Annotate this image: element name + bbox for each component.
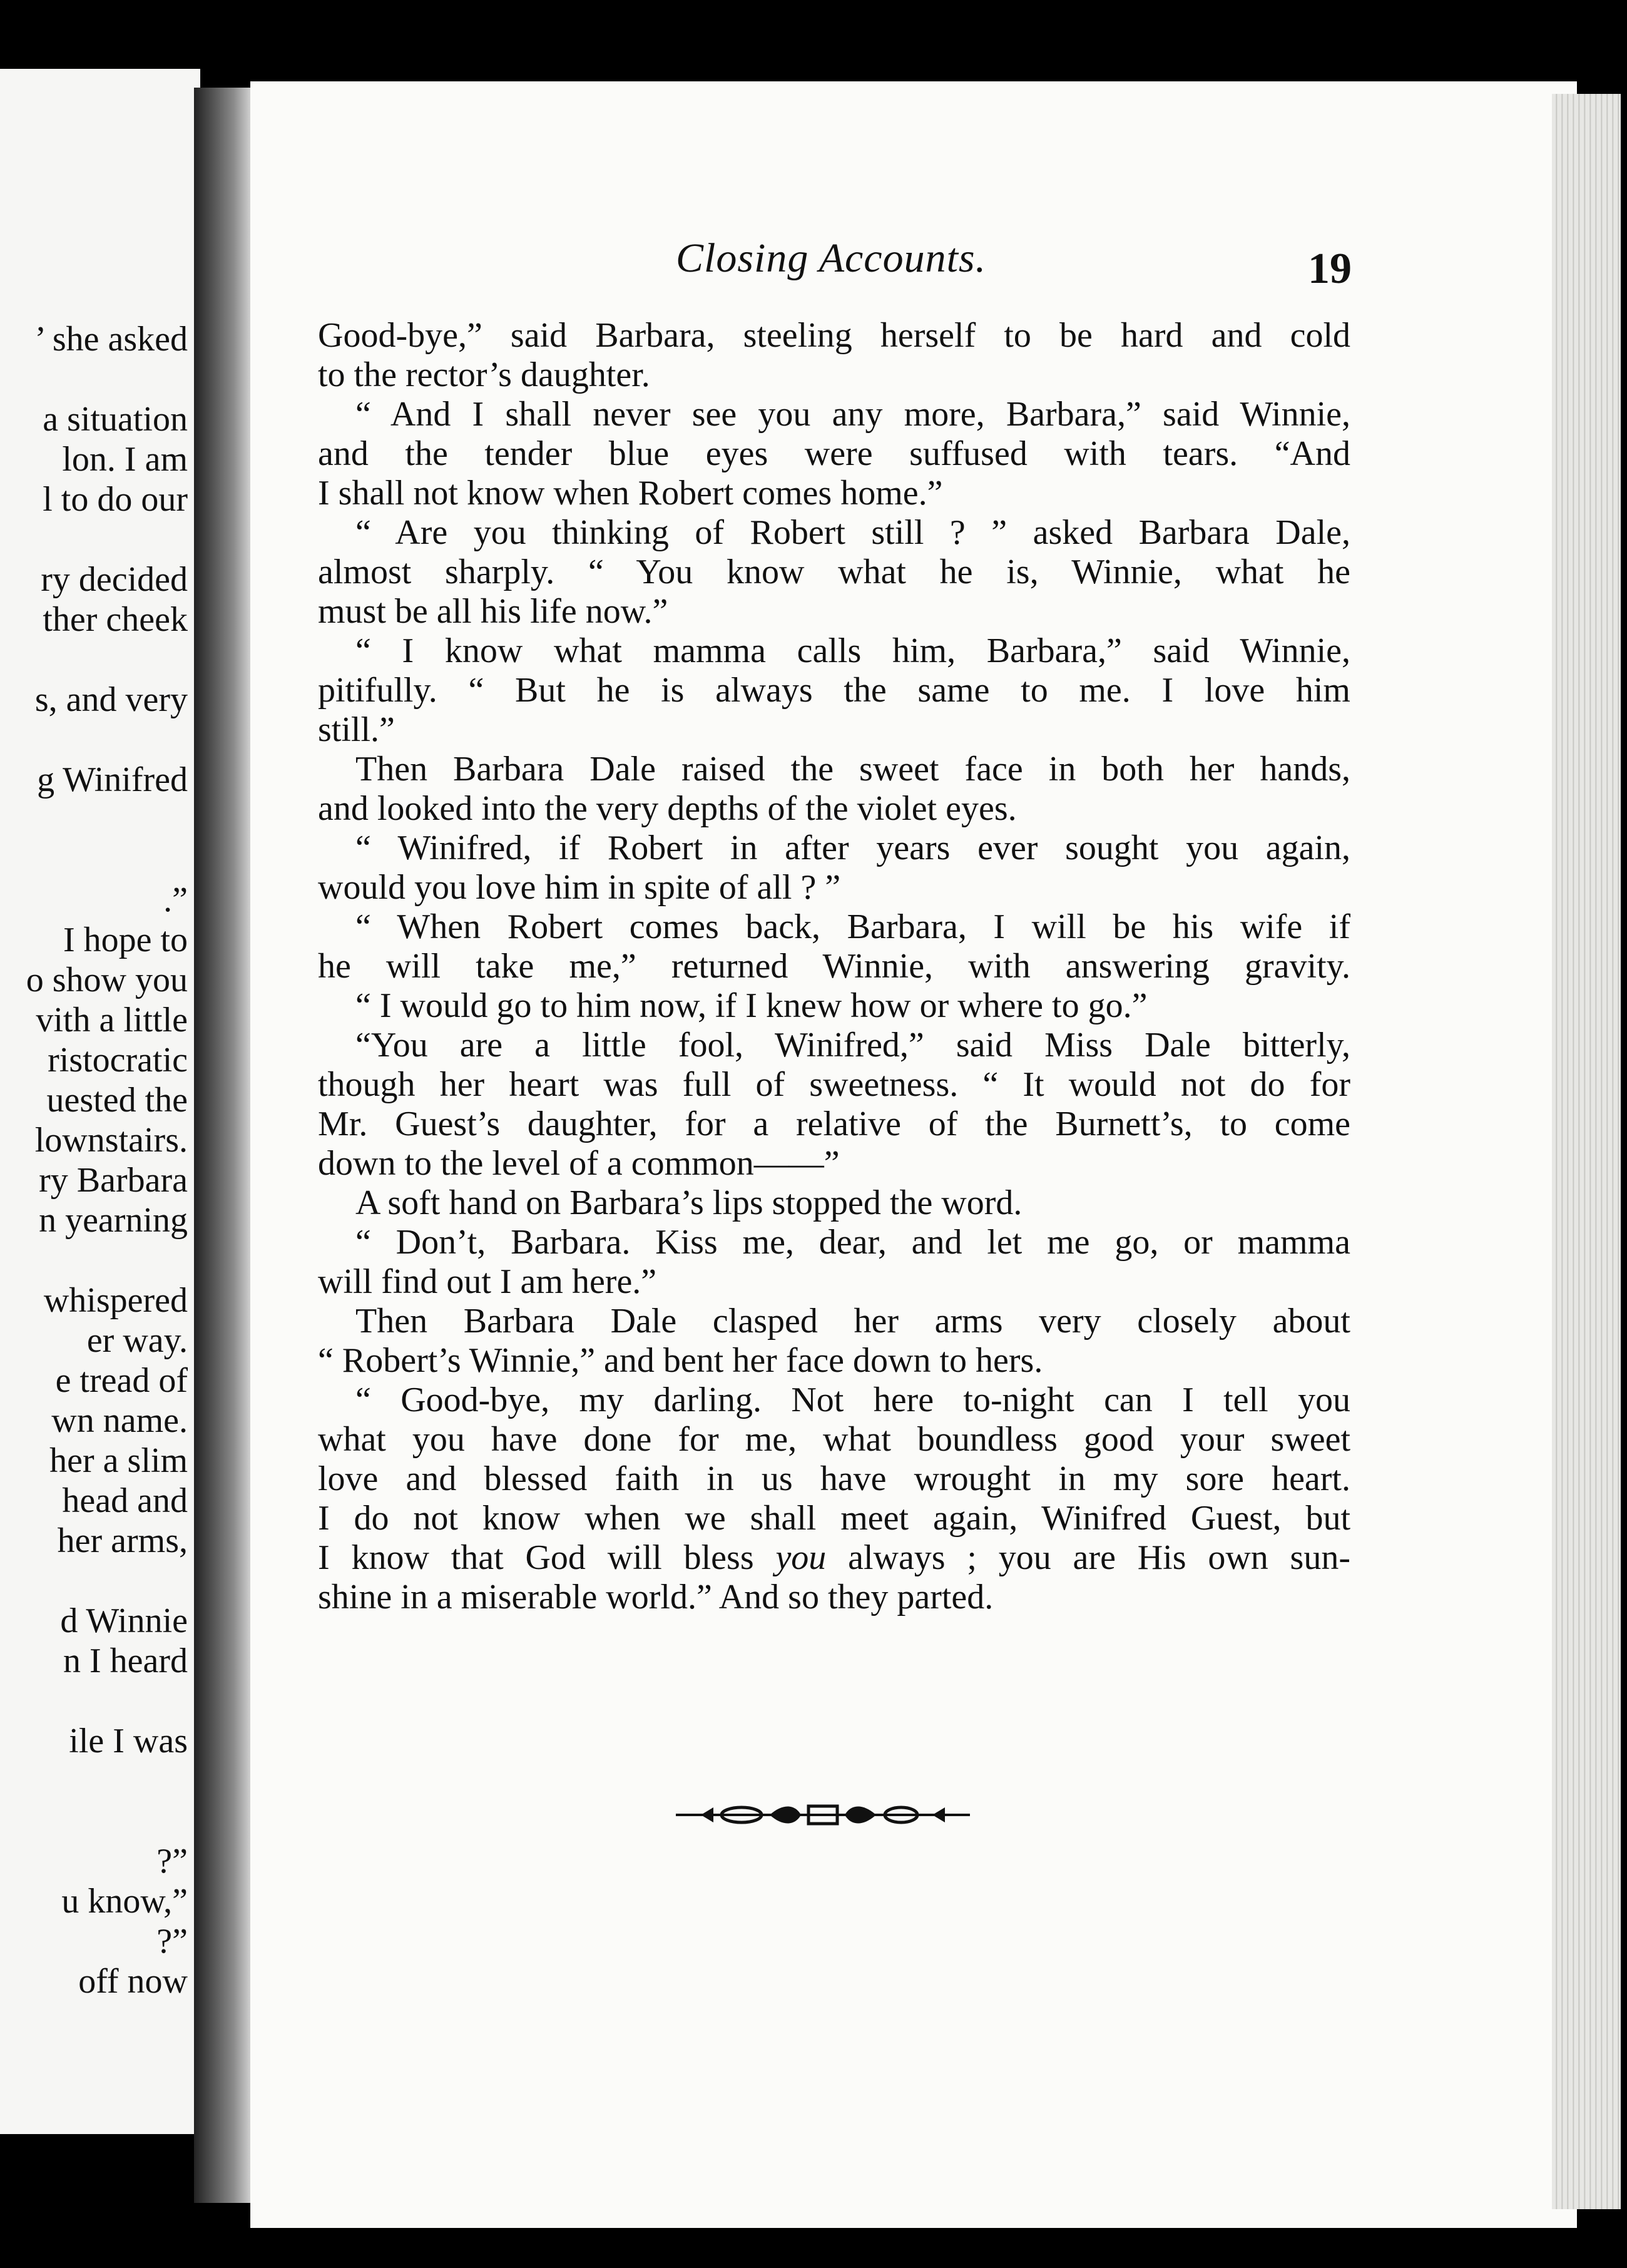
text-line: “ Robert’s Winnie,” and bent her face down to hers.: [318, 1341, 1043, 1380]
text-line: what you have done for me, what boundless good your sweet: [318, 1420, 1350, 1459]
left-page-line: ristocratic: [48, 1041, 188, 1080]
left-page-line: head and: [62, 1481, 188, 1520]
left-page-line: ?”: [156, 1922, 188, 1961]
text-line: “ Winifred, if Robert in after years ever sought you again,: [355, 829, 1350, 867]
left-page-line: o show you: [26, 961, 188, 999]
text-line: though her heart was full of sweetness. “ It would not do for: [318, 1065, 1350, 1104]
text-line: Then Barbara Dale raised the sweet face in both her hands,: [355, 750, 1350, 789]
left-page-line: her arms,: [57, 1521, 188, 1560]
text-line: I do not know when we shall meet again, Winifred Guest, but: [318, 1499, 1350, 1538]
text-line: would you love him in spite of all ? ”: [318, 868, 841, 907]
text-line: “ Are you thinking of Robert still ? ” asked Barbara Dale,: [355, 513, 1350, 552]
left-page-line: e tread of: [55, 1361, 188, 1400]
text-line: “ Don’t, Barbara. Kiss me, dear, and let me go, or mamma: [355, 1223, 1350, 1262]
left-page-line: vith a little: [36, 1001, 188, 1040]
left-page-line: n yearning: [39, 1201, 188, 1240]
emphasis: you: [775, 1538, 827, 1577]
left-page-line: ther cheek: [43, 600, 188, 639]
text-line: Good-bye,” said Barbara, steeling herself to be hard and cold: [318, 316, 1350, 355]
text-line: and looked into the very depths of the violet eyes.: [318, 789, 1017, 828]
text-line: “ I know what mamma calls him, Barbara,” said Winnie,: [355, 631, 1350, 670]
text-line: “ When Robert comes back, Barbara, I will be his wife if: [355, 907, 1350, 946]
text-line: Then Barbara Dale clasped her arms very closely about: [355, 1302, 1350, 1341]
page-edges: [1552, 94, 1621, 2209]
left-page-line: ?”: [156, 1842, 188, 1881]
left-page-line: u know,”: [61, 1882, 188, 1921]
text-line: he will take me,” returned Winnie, with answering gravity.: [318, 947, 1350, 986]
left-page-line: er way.: [86, 1321, 188, 1360]
left-page-line: d Winnie: [60, 1601, 188, 1640]
text-line: love and blessed faith in us have wrought in my sore heart.: [318, 1459, 1350, 1498]
text-line: must be all his life now.”: [318, 592, 668, 631]
left-page-line: her a slim: [49, 1441, 188, 1480]
left-facing-page: [0, 69, 200, 2134]
text-line: “ And I shall never see you any more, Barbara,” said Winnie,: [355, 395, 1350, 434]
left-page-line: lon. I am: [62, 440, 188, 479]
left-page-line: ry decided: [41, 560, 188, 599]
left-page-line: wn name.: [51, 1401, 188, 1440]
left-page-line: whispered: [43, 1281, 188, 1320]
text-line: “ I would go to him now, if I knew how or where to go.”: [355, 986, 1148, 1025]
left-page-line: n I heard: [63, 1642, 188, 1680]
text-line: “ Good-bye, my darling. Not here to-night can I tell you: [355, 1381, 1350, 1419]
text-line: I shall not know when Robert comes home.”: [318, 474, 943, 513]
left-page-line: uested the: [46, 1081, 188, 1120]
text-line: shine in a miserable world.” And so they parted.: [318, 1578, 994, 1617]
left-page-line: l to do our: [43, 480, 188, 519]
book-gutter: [194, 88, 250, 2203]
left-page-line: I hope to: [63, 921, 188, 959]
running-head: Closing Accounts.: [676, 235, 987, 281]
left-page-line: .”: [163, 881, 188, 919]
text-line: still.”: [318, 710, 395, 749]
text-line: I know that God will bless you always ; you are His own sun-: [318, 1538, 1350, 1577]
page-number: 19: [1308, 245, 1352, 293]
fleuron-ornament-icon: [676, 1802, 970, 1827]
left-page-line: g Winifred: [37, 760, 188, 799]
text-line: almost sharply. “ You know what he is, Winnie, what he: [318, 553, 1350, 591]
left-page-line: s, and very: [34, 680, 188, 719]
left-page-line: ile I was: [69, 1722, 188, 1760]
text-line: will find out I am here.”: [318, 1262, 657, 1301]
left-page-line: ’ she asked: [34, 320, 188, 359]
text-line: and the tender blue eyes were suffused with tears. “And: [318, 434, 1350, 473]
text-line: Mr. Guest’s daughter, for a relative of the Burnett’s, to come: [318, 1105, 1350, 1143]
left-page-line: off now: [78, 1962, 188, 2001]
text-line: A soft hand on Barbara’s lips stopped the word.: [355, 1183, 1023, 1222]
left-page-line: lownstairs.: [34, 1121, 188, 1160]
text-line: “You are a little fool, Winifred,” said Miss Dale bitterly,: [355, 1026, 1350, 1065]
body-text: [318, 316, 1350, 1617]
text-line: to the rector’s daughter.: [318, 355, 650, 394]
text-line: down to the level of a common——”: [318, 1144, 840, 1183]
left-page-line: a situation: [43, 400, 188, 439]
text-line: pitifully. “ But he is always the same to me. I love him: [318, 671, 1350, 710]
left-page-line: ry Barbara: [39, 1161, 188, 1200]
